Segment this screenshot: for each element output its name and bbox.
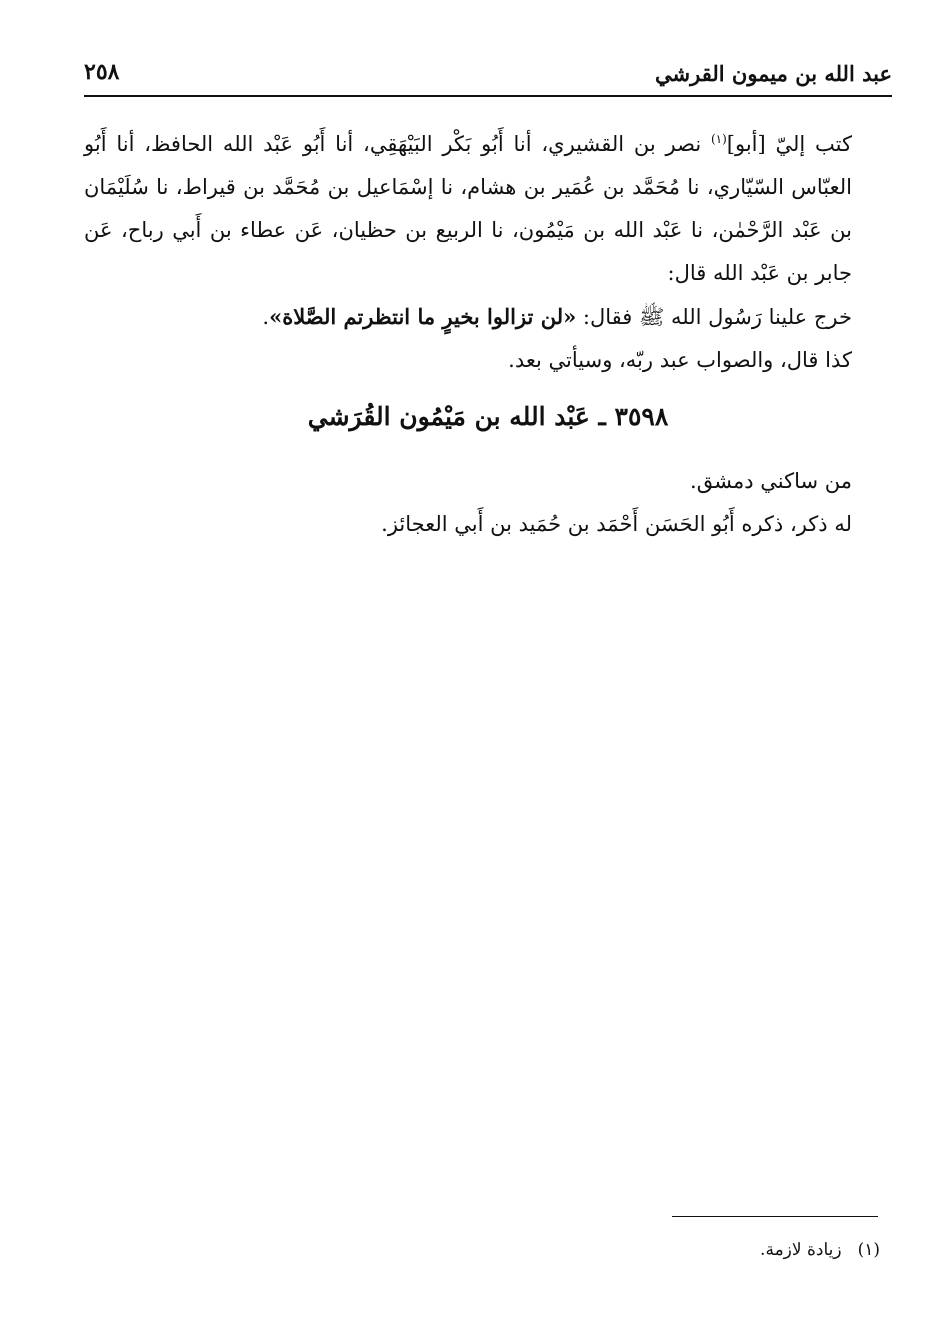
- entry-line-residence: من ساكني دمشق.: [690, 469, 852, 493]
- main-text: [84, 118, 892, 546]
- remark-paragraph: كذا قال، والصواب عبد ربّه، وسيأتي بعد.: [508, 348, 852, 372]
- entry-heading: ٣٥٩٨ ـ عَبْد الله بن مَيْمُون القُرَشي: [307, 402, 669, 431]
- isnad-paragraph: [84, 118, 892, 295]
- page-header: [84, 55, 892, 95]
- hadith-quote: «لن تزالوا بخيرٍ ما انتظرتم الصَّلاة»: [269, 304, 577, 329]
- hadith-end: .: [262, 305, 270, 329]
- hadith-paragraph: [84, 295, 892, 339]
- page-number: ٢٥٨: [84, 59, 120, 85]
- footnote-marker: (١): [857, 1240, 880, 1260]
- footnote-rule: [672, 1216, 878, 1217]
- footnote: [84, 1240, 880, 1260]
- hadith-intro: خرج علينا رَسُول الله ﷺ فقال:: [576, 305, 852, 329]
- footnote-text: زيادة لازمة.: [760, 1240, 842, 1260]
- running-head: عبد الله بن ميمون القرشي: [655, 61, 892, 86]
- footnote-reference[interactable]: (١): [710, 132, 727, 146]
- entry-line-mention: له ذكر، ذكره أَبُو الحَسَن أَحْمَد بن حُمَيد بن أَبي العجائز.: [381, 512, 852, 536]
- isnad-rest: نصر بن القشيري، أنا أَبُو بَكْر البَيْهَقِي، أنا أَبُو عَبْد الله الحافظ، أنا أَبُو العبّاس السّيّاري، نا مُحَمَّد بن عُمَير بن هشام، نا إسْمَاعيل بن مُحَمَّد بن قيراط، نا سُلَيْمَان بن عَبْد الرَّحْمٰن، نا عَبْد الله بن مَيْمُون، نا الربيع بن حظيان، عَن عطاء بن أَبي رباح، عَن جابر بن عَبْد الله قال:: [84, 132, 852, 285]
- isnad-prefix: كتب إليّ [أبو]: [726, 132, 852, 156]
- header-rule: [84, 95, 892, 97]
